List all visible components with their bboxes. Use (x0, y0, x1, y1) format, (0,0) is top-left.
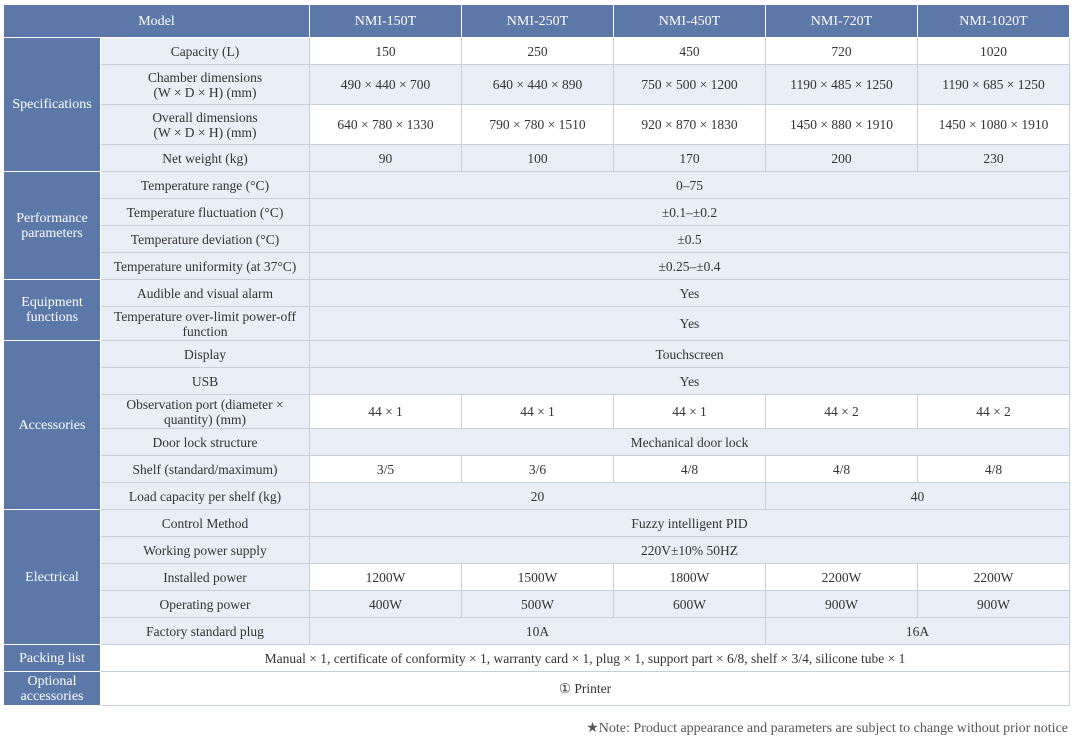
row-usb (4, 368, 1070, 395)
label-display: Display (101, 341, 310, 368)
label-temp-fluctuation: Temperature fluctuation (°C) (101, 199, 310, 226)
label-load-capacity: Load capacity per shelf (kg) (101, 483, 310, 510)
value-load-small: 20 (310, 483, 766, 510)
row-installed-power (4, 564, 1070, 591)
spec-table (3, 4, 1070, 706)
row-operating-power (4, 591, 1070, 618)
value-shelf-5: 4/8 (918, 456, 1070, 483)
header-model-4: NMI-720T (766, 5, 918, 38)
value-chamber-1: 490 × 440 × 700 (310, 65, 462, 105)
value-capacity-1: 150 (310, 38, 462, 65)
label-operating-power: Operating power (101, 591, 310, 618)
group-equipment: Equipment functions (4, 280, 101, 341)
value-weight-3: 170 (614, 145, 766, 172)
value-overall-5: 1450 × 1080 × 1910 (918, 105, 1070, 145)
value-optional-accessories: ① Printer (101, 672, 1070, 706)
value-overall-2: 790 × 780 × 1510 (462, 105, 614, 145)
value-port-2: 44 × 1 (462, 395, 614, 429)
value-overall-4: 1450 × 880 × 1910 (766, 105, 918, 145)
row-plug (4, 618, 1070, 645)
value-chamber-2: 640 × 440 × 890 (462, 65, 614, 105)
label-power-supply: Working power supply (101, 537, 310, 564)
row-display (4, 341, 1070, 368)
label-temp-range: Temperature range (°C) (101, 172, 310, 199)
value-weight-2: 100 (462, 145, 614, 172)
value-installed-2: 1500W (462, 564, 614, 591)
label-overall: Overall dimensions (W × D × H) (mm) (101, 105, 310, 145)
row-optional-accessories (4, 672, 1070, 706)
header-model-2: NMI-250T (462, 5, 614, 38)
value-installed-1: 1200W (310, 564, 462, 591)
row-alarm (4, 280, 1070, 307)
value-operating-1: 400W (310, 591, 462, 618)
value-capacity-4: 720 (766, 38, 918, 65)
value-shelf-2: 3/6 (462, 456, 614, 483)
label-chamber: Chamber dimensions (W × D × H) (mm) (101, 65, 310, 105)
value-overall-1: 640 × 780 × 1330 (310, 105, 462, 145)
header-model-5: NMI-1020T (918, 5, 1070, 38)
row-chamber (4, 65, 1070, 105)
label-plug: Factory standard plug (101, 618, 310, 645)
value-installed-4: 2200W (766, 564, 918, 591)
value-shelf-4: 4/8 (766, 456, 918, 483)
value-weight-5: 230 (918, 145, 1070, 172)
row-temp-range (4, 172, 1070, 199)
value-operating-3: 600W (614, 591, 766, 618)
value-plug-small: 10A (310, 618, 766, 645)
value-chamber-5: 1190 × 685 × 1250 (918, 65, 1070, 105)
value-temp-fluctuation: ±0.1–±0.2 (310, 199, 1070, 226)
value-plug-large: 16A (766, 618, 1070, 645)
value-power-supply: 220V±10% 50HZ (310, 537, 1070, 564)
group-specifications: Specifications (4, 38, 101, 172)
row-control-method (4, 510, 1070, 537)
label-temp-uniformity: Temperature uniformity (at 37°C) (101, 253, 310, 280)
row-temp-deviation (4, 226, 1070, 253)
label-temp-deviation: Temperature deviation (°C) (101, 226, 310, 253)
value-weight-1: 90 (310, 145, 462, 172)
value-port-4: 44 × 2 (766, 395, 918, 429)
value-capacity-2: 250 (462, 38, 614, 65)
label-door-lock: Door lock structure (101, 429, 310, 456)
value-poweroff: Yes (310, 307, 1070, 341)
row-overall (4, 105, 1070, 145)
footnote: ★Note: Product appearance and parameters are subject to change without prior notice (586, 721, 1068, 736)
label-installed-power: Installed power (101, 564, 310, 591)
group-packing-list: Packing list (4, 645, 101, 672)
value-chamber-3: 750 × 500 × 1200 (614, 65, 766, 105)
value-operating-5: 900W (918, 591, 1070, 618)
value-alarm: Yes (310, 280, 1070, 307)
header-model-1: NMI-150T (310, 5, 462, 38)
group-accessories: Accessories (4, 341, 101, 510)
row-poweroff (4, 307, 1070, 341)
header-row (4, 5, 1070, 38)
value-door-lock: Mechanical door lock (310, 429, 1070, 456)
label-poweroff: Temperature over-limit power-off function (101, 307, 310, 341)
value-shelf-3: 4/8 (614, 456, 766, 483)
header-model-3: NMI-450T (614, 5, 766, 38)
row-observation-port (4, 395, 1070, 429)
value-load-large: 40 (766, 483, 1070, 510)
value-installed-3: 1800W (614, 564, 766, 591)
row-load-capacity (4, 483, 1070, 510)
header-model: Model (4, 5, 310, 38)
value-port-1: 44 × 1 (310, 395, 462, 429)
value-control-method: Fuzzy intelligent PID (310, 510, 1070, 537)
label-shelf: Shelf (standard/maximum) (101, 456, 310, 483)
label-usb: USB (101, 368, 310, 395)
label-observation-port: Observation port (diameter × quantity) (mm) (101, 395, 310, 429)
row-capacity (4, 38, 1070, 65)
value-shelf-1: 3/5 (310, 456, 462, 483)
value-usb: Yes (310, 368, 1070, 395)
row-power-supply (4, 537, 1070, 564)
value-operating-4: 900W (766, 591, 918, 618)
value-operating-2: 500W (462, 591, 614, 618)
row-weight (4, 145, 1070, 172)
row-door-lock (4, 429, 1070, 456)
value-port-5: 44 × 2 (918, 395, 1070, 429)
label-alarm: Audible and visual alarm (101, 280, 310, 307)
row-packing-list (4, 645, 1070, 672)
value-capacity-5: 1020 (918, 38, 1070, 65)
value-port-3: 44 × 1 (614, 395, 766, 429)
value-chamber-4: 1190 × 485 × 1250 (766, 65, 918, 105)
value-temp-deviation: ±0.5 (310, 226, 1070, 253)
value-temp-uniformity: ±0.25–±0.4 (310, 253, 1070, 280)
value-capacity-3: 450 (614, 38, 766, 65)
value-installed-5: 2200W (918, 564, 1070, 591)
value-weight-4: 200 (766, 145, 918, 172)
row-shelf (4, 456, 1070, 483)
label-weight: Net weight (kg) (101, 145, 310, 172)
value-overall-3: 920 × 870 × 1830 (614, 105, 766, 145)
value-packing-list: Manual × 1, certificate of conformity × 1, warranty card × 1, plug × 1, support part × 6/8, shelf × 3/4, silicone tube × 1 (101, 645, 1070, 672)
row-temp-fluctuation (4, 199, 1070, 226)
group-optional-accessories: Optional accessories (4, 672, 101, 706)
group-performance: Performance parameters (4, 172, 101, 280)
value-temp-range: 0–75 (310, 172, 1070, 199)
value-display: Touchscreen (310, 341, 1070, 368)
label-capacity: Capacity (L) (101, 38, 310, 65)
label-control-method: Control Method (101, 510, 310, 537)
group-electrical: Electrical (4, 510, 101, 645)
row-temp-uniformity (4, 253, 1070, 280)
